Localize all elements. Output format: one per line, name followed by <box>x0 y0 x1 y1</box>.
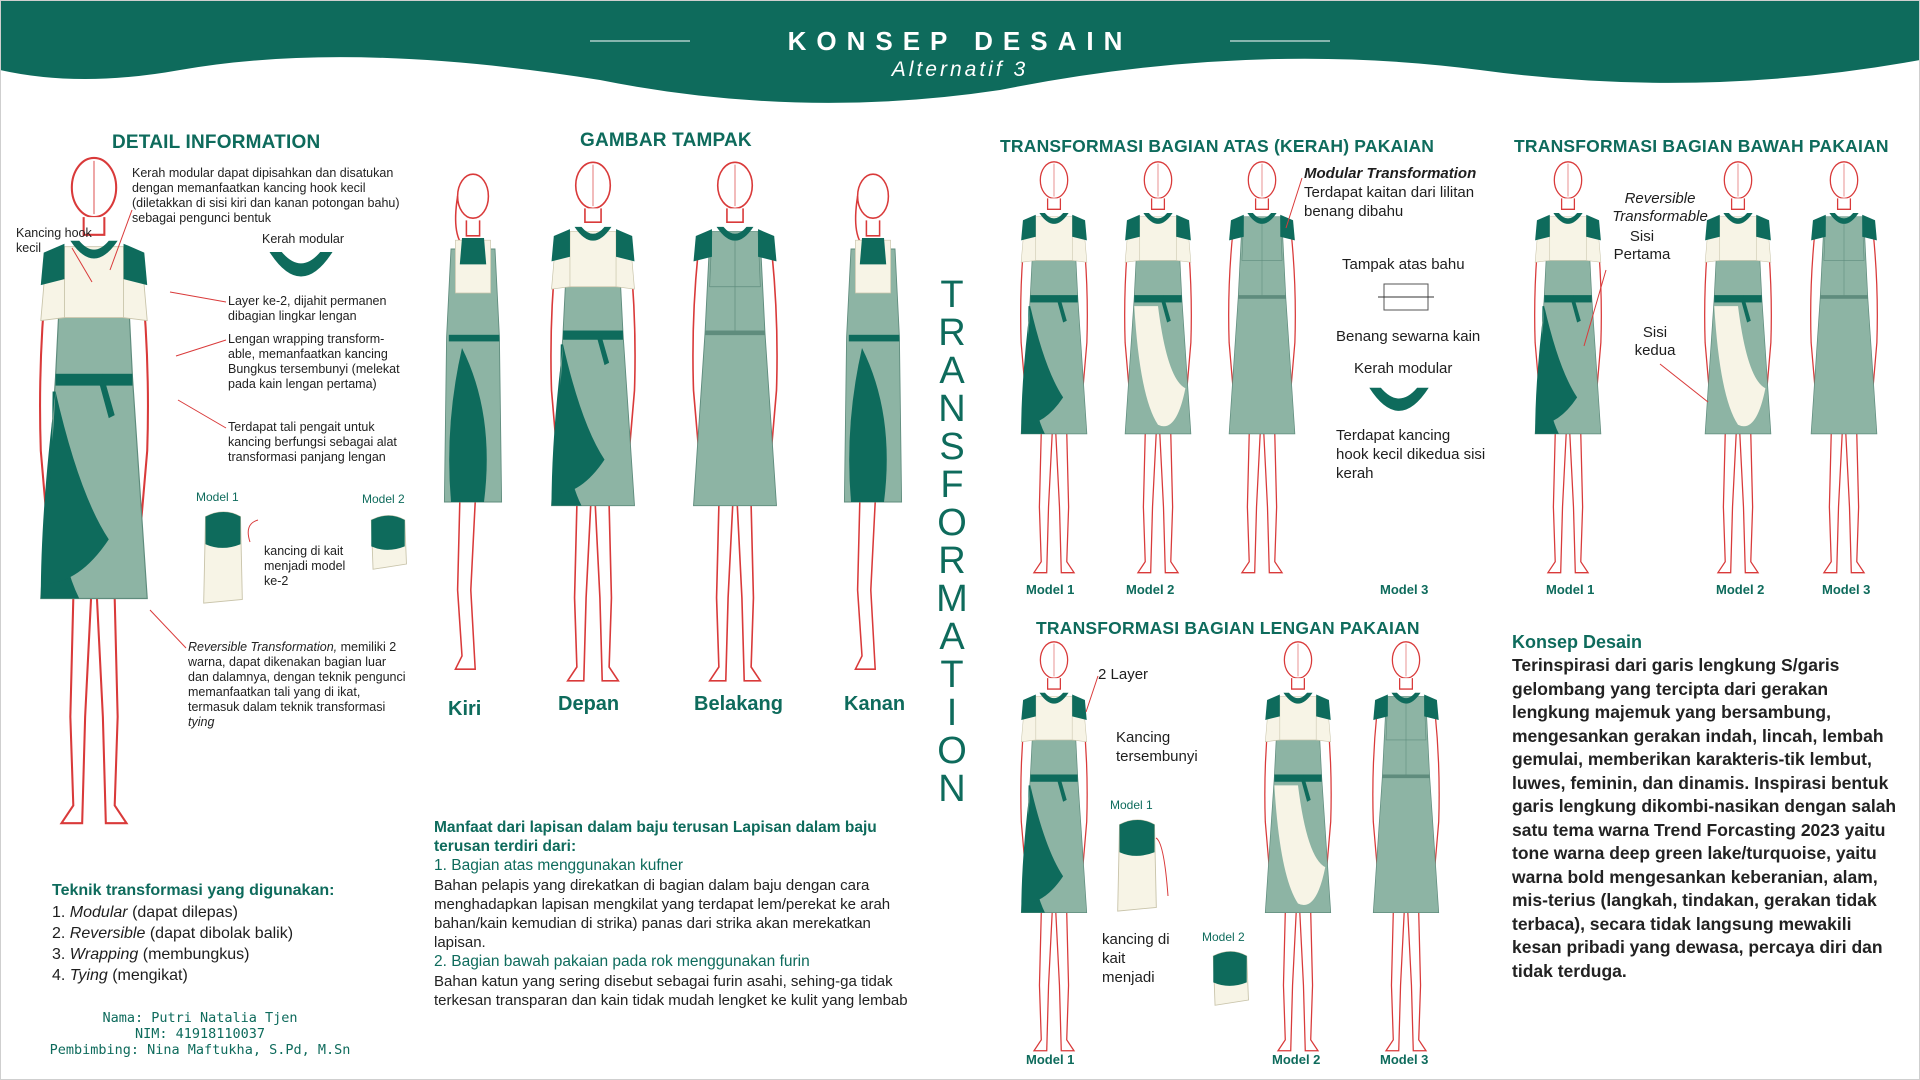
view-label-right: Kanan <box>844 693 906 715</box>
top-thread-note: Benang sewarna kain <box>1336 328 1481 345</box>
detail-callout-strap: Terdapat tali pengait untuk kancing berfungsi sebagai alat transformasi panjang lengan <box>228 420 397 464</box>
credit-name: Nama: Putri Natalia Tjen <box>102 1010 298 1026</box>
view-right-figure <box>818 160 928 690</box>
lining-heading: Manfaat dari lapisan dalam baju terusan Lapisan dalam baju terusan terdiri dari: <box>434 819 877 855</box>
top-model2-label: Model 2 <box>1126 582 1175 597</box>
detail-callout-hook: Kancing hook kecil <box>16 226 92 255</box>
techniques-list <box>52 902 293 986</box>
technique-item: 4. Tying (mengikat) <box>52 967 188 984</box>
concept-body: Terinspirasi dari garis lengkung S/garis gelombang yang tercipta dari gerakan lengkung majemuk yang bersambung, mengesankan gerakan indah, lincah, lembah gemulai, memberikan karakteris-tik lembut, luwes, feminin, dan dinamis. Inspirasi bentuk garis lengkung dikombi-nasikan dengan salah satu tema warna Trend Forcasting 2023 yaitu tone warna deep green lake/turquoise, yaitu warna bold mengesankan keberanian, alam, mis-terius (langkah, tindakan, gerakan tidak terbaca), secara tidak langsung mewakili kesan pribadi yang dewasa, percaya diri dan tidak terduga. <box>1512 655 1897 981</box>
reversible-end: tying <box>188 715 215 729</box>
top-model2-figure <box>1108 160 1208 580</box>
top-modular-note <box>1304 164 1504 221</box>
bottom-side1-note: Sisi Pertama <box>1613 228 1671 263</box>
credit-nim: NIM: 41918110037 <box>134 1026 266 1042</box>
view-label-front: Depan <box>558 693 620 715</box>
sleeve-hooked-note: kancing di kait menjadi <box>1102 931 1170 986</box>
reversible-body: memiliki 2 warna, dapat dikenakan bagian luar dan dalamnya, dengan teknik pengunci memanfaatkan tali yang di ikat, termasuk dalam teknik transformasi <box>188 640 406 714</box>
view-back-figure <box>670 160 800 690</box>
top-model3-figure <box>1212 160 1312 580</box>
sleeve-model1-figure <box>1004 640 1104 1058</box>
sleeve-model2-icon <box>366 510 410 574</box>
techniques-heading: Teknik transformasi yang digunakan: <box>52 882 335 899</box>
sleeve-transform-heading: TRANSFORMASI BAGIAN LENGAN PAKAIAN <box>1036 618 1420 638</box>
technique-item: 3. Wrapping (membungkus) <box>52 946 250 963</box>
concept-heading: Konsep Desain <box>1512 632 1643 652</box>
bottom-transform-heading: TRANSFORMASI BAGIAN BAWAH PAKAIAN <box>1514 136 1889 156</box>
lining-point2-title: 2. Bagian bawah pakaian pada rok menggunakan furin <box>434 953 810 970</box>
detail-callout-modular-collar: Kerah modular <box>262 232 344 246</box>
bottom-model1-label: Model 1 <box>1546 582 1595 597</box>
top-model1-label: Model 1 <box>1026 582 1075 597</box>
sleeve-model1-label: Model 1 <box>1026 1052 1075 1067</box>
technique-item: 1. Modular (dapat dilepas) <box>52 904 238 921</box>
sleeve-model3-figure <box>1356 640 1456 1058</box>
page-subtitle: Alternatif 3 <box>891 58 1029 81</box>
top-collar-note: Kerah modular <box>1354 360 1453 377</box>
detail-callout-hooked: kancing di kait menjadi model ke-2 <box>264 544 346 588</box>
bottom-reversible-note: Reversible Transformable <box>1612 190 1708 225</box>
top-shoulder-note: Tampak atas bahu <box>1342 256 1465 273</box>
detail-heading: DETAIL INFORMATION <box>112 132 321 153</box>
sleeve-layer-note: 2 Layer <box>1098 666 1149 683</box>
credits <box>40 1010 360 1058</box>
collar-icon <box>266 248 336 284</box>
lining-point2-body: Bahan katun yang sering disebut sebagai furin asahi, sehing-ga tidak terkesan transparan dan kain tidak mudah lengket ke kulit yang lembab <box>434 973 908 1009</box>
lining-point1-title: 1. Bagian atas menggunakan kufner <box>434 857 684 874</box>
sleeve-hidden-note: Kancing tersembunyi <box>1116 729 1198 765</box>
technique-item: 2. Reversible (dapat dibolak balik) <box>52 925 294 942</box>
view-label-left: Kiri <box>448 698 482 720</box>
sleeve-model1-note: Model 1 <box>1110 798 1153 812</box>
sleeve-model2-label: Model 2 <box>1272 1052 1321 1067</box>
detail-model2-label: Model 2 <box>362 492 405 506</box>
view-label-back: Belakang <box>694 693 783 715</box>
lining-notes <box>434 818 914 1010</box>
detail-callout-collar: Kerah modular dapat dipisahkan dan disatukan dengan memanfaatkan kancing hook kecil (diletakkan di sisi kiri dan kanan potongan bahu) sebagai pengunci bentuk <box>132 166 400 225</box>
top-hook-note: Terdapat kancing hook kecil dikedua sisi kerah <box>1336 427 1486 482</box>
detail-model1-label: Model 1 <box>196 490 239 504</box>
transformation-vertical: T R A N S F O R M A T I O N <box>936 274 968 810</box>
bottom-model3-figure <box>1794 160 1894 580</box>
shoulder-diagram-icon <box>1378 278 1434 318</box>
bottom-model2-label: Model 2 <box>1716 582 1765 597</box>
top-model1-figure <box>1004 160 1104 580</box>
concept-section <box>1512 630 1900 983</box>
sleeve-model3-label: Model 3 <box>1380 1052 1429 1067</box>
top-model3-label: Model 3 <box>1380 582 1429 597</box>
sleeve-model2-note: Model 2 <box>1202 930 1245 944</box>
page-title: KONSEP DESAIN <box>787 26 1133 56</box>
detail-figure <box>14 155 174 835</box>
sleeve-model1-icon <box>1114 814 1160 918</box>
detail-callout-sleeve: Lengan wrapping transform-able, memanfaatkan kancing Bungkus tersembunyi (melekat pada kain lengan pertama) <box>228 332 400 391</box>
top-transform-heading: TRANSFORMASI BAGIAN ATAS (KERAH) PAKAIAN <box>1000 136 1435 156</box>
view-front-figure <box>528 160 658 690</box>
bottom-side2-note: Sisi kedua <box>1634 324 1676 359</box>
view-left-figure <box>418 160 528 690</box>
sleeve-model2-figure <box>1248 640 1348 1058</box>
collar-icon <box>1366 384 1432 418</box>
credit-advisor: Pembimbing: Nina Maftukha, S.Pd, M.Sn <box>49 1042 351 1058</box>
reversible-title: Reversible Transformation, <box>188 640 338 654</box>
detail-reversible-note <box>188 640 408 730</box>
views-heading: GAMBAR TAMPAK <box>580 130 752 151</box>
lining-point1-body: Bahan pelapis yang direkatkan di bagian dalam baju dengan cara menghadapkan lapisan mengkilat yang terdapat lem/perekat ke arah bahan/kain kemudian di strika) panas dari strika akan merekatkan lapisan. <box>434 877 891 951</box>
sleeve-model1-icon <box>200 506 246 610</box>
detail-callout-layer: Layer ke-2, dijahit permanen dibagian lingkar lengan <box>228 294 387 323</box>
top-modular-body: Terdapat kaitan dari lilitan benang dibahu <box>1304 184 1475 220</box>
sleeve-model2-icon <box>1208 946 1252 1010</box>
top-modular-title: Modular Transformation <box>1304 165 1477 182</box>
bottom-model3-label: Model 3 <box>1822 582 1871 597</box>
